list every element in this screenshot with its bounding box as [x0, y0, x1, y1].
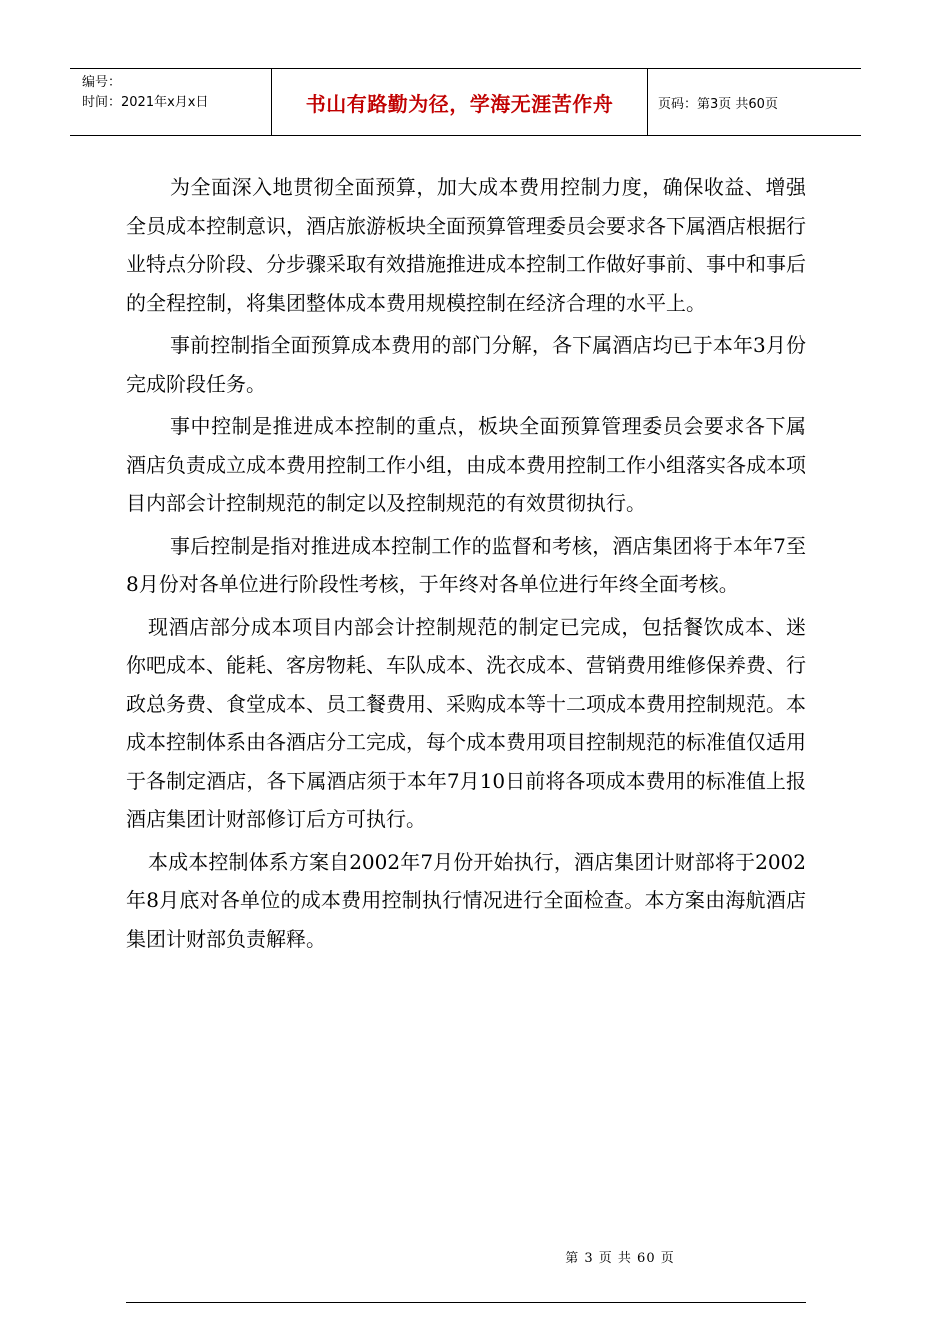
header-meta — [70, 69, 272, 135]
paragraph-post-control: 事后控制是指对推进成本控制工作的监督和考核，酒店集团将于本年7至8月份对各单位进行阶段性考核，于年终对各单位进行年终全面考核。 — [126, 533, 806, 596]
page-footer-number: 第 3 页 共 60 页 — [565, 1251, 675, 1266]
paragraph-current-status: 现酒店部分成本项目内部会计控制规范的制定已完成，包括餐饮成本、迷你吧成本、能耗、客房物耗、车队成本、洗衣成本、营销费用维修保养费、行政总务费、食堂成本、员工餐费用、采购成本等十二项成本费用控制规范。本成本控制体系由各酒店分工完成，每个成本费用项目控制规范的标准值仅适用于各制定酒店，各下属酒店须于本年7月10日前将各项成本费用的标准值上报酒店集团计财部修订后方可执行。 — [126, 614, 806, 831]
document-time-label: 时间：2021年x月x日 — [82, 95, 209, 110]
paragraph-execution: 本成本控制体系方案自2002年7月份开始执行，酒店集团计财部将于2002年8月底对各单位的成本费用控制执行情况进行全面检查。本方案由海航酒店集团计财部负责解释。 — [126, 849, 806, 951]
header-page-code: 页码：第3页 共60页 — [658, 96, 778, 112]
document-body — [126, 168, 806, 962]
footer-divider — [126, 1302, 806, 1303]
header-motto: 书山有路勤为径，学海无涯苦作舟 — [272, 69, 648, 135]
paragraph-pre-control: 事前控制指全面预算成本费用的部门分解，各下属酒店均已于本年3月份完成阶段任务。 — [126, 333, 806, 396]
page-header — [70, 68, 861, 136]
document-number-label: 编号： — [82, 75, 122, 90]
paragraph-intro: 为全面深入地贯彻全面预算，加大成本费用控制力度，确保收益、增强全员成本控制意识，酒店旅游板块全面预算管理委员会要求各下属酒店根据行业特点分阶段、分步骤采取有效措施推进成本控制工作做好事前、事中和事后的全程控制，将集团整体成本费用规模控制在经济合理的水平上。 — [126, 175, 806, 315]
paragraph-mid-control: 事中控制是推进成本控制的重点，板块全面预算管理委员会要求各下属酒店负责成立成本费用控制工作小组，由成本费用控制工作小组落实各成本项目内部会计控制规范的制定以及控制规范的有效贯彻执行。 — [126, 414, 806, 515]
